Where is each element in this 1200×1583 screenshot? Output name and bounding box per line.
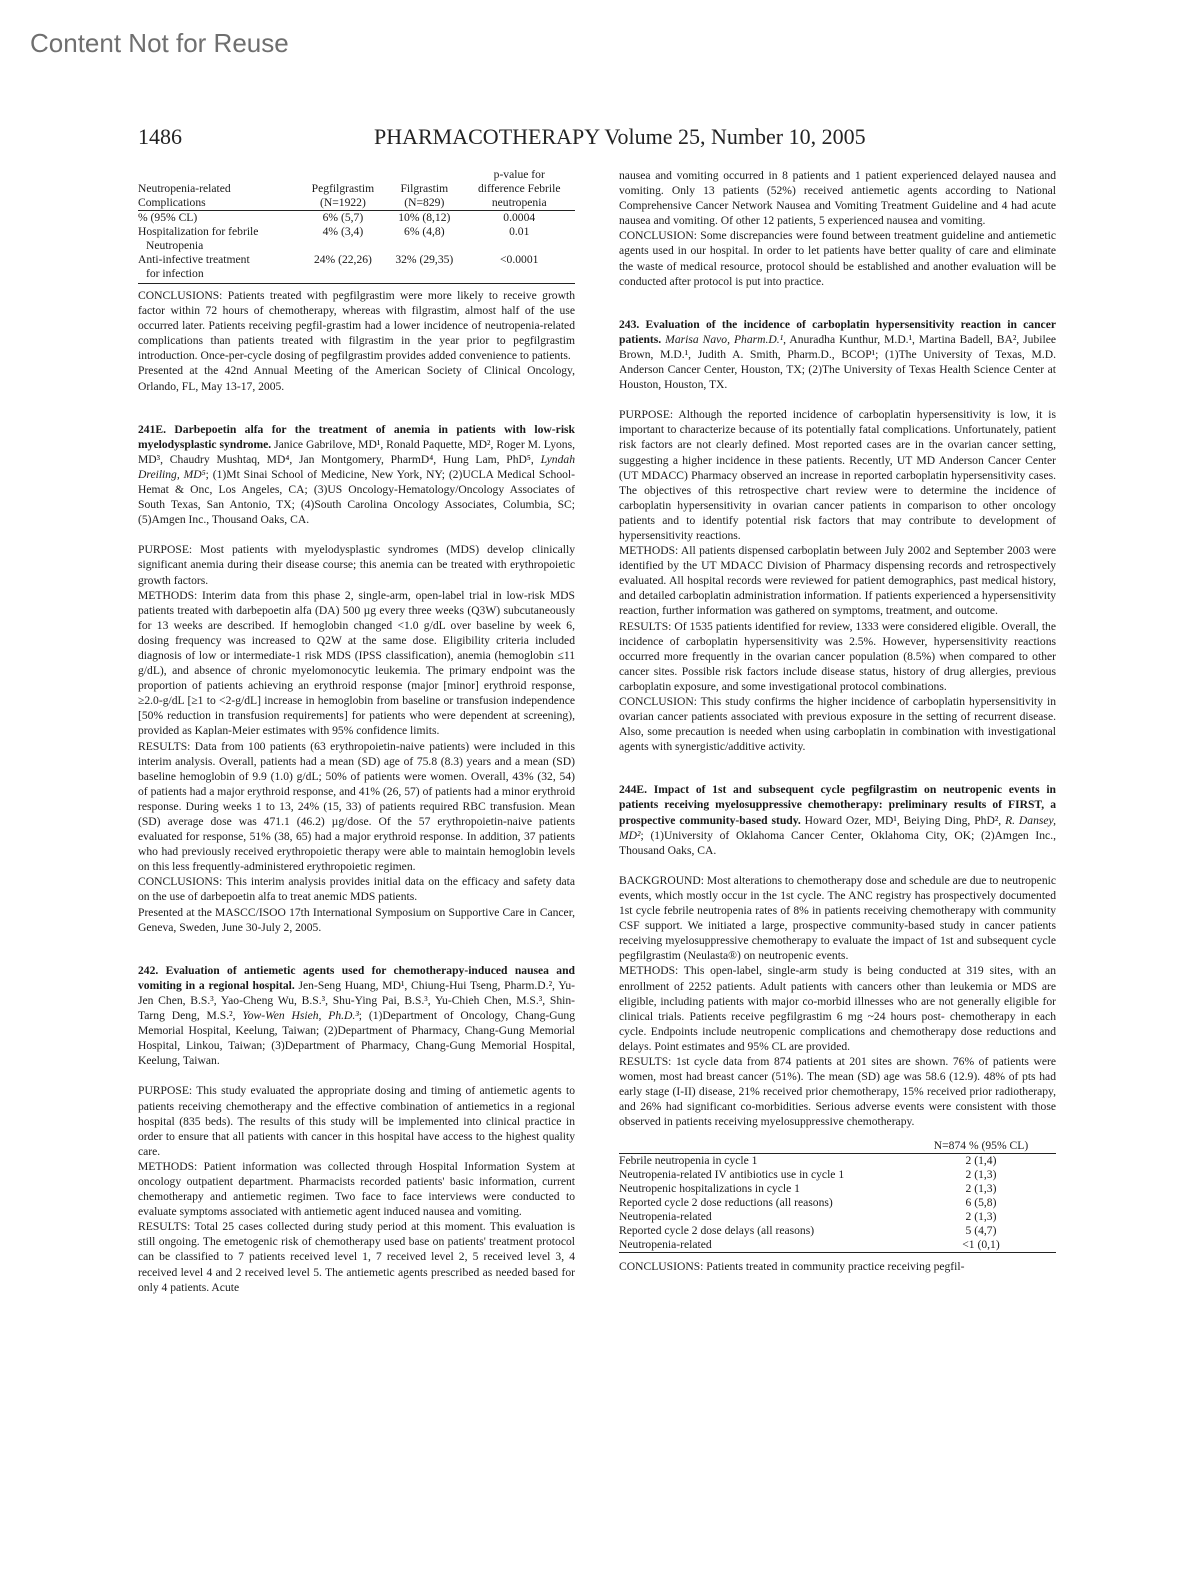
abstract-241-results: RESULTS: Data from 100 patients (63 erythropoietin-naive patients) were included in this interim analysis. Overall, patients had a mean (SD) age of 75.8 (8.3) years and a mean (SD) baseline hemoglobin of 9.9 (1.0) g/dL; 50% of patients were women. Overall, 43% (32, 54) of patients had a major erythroid response, and 41% (26, 57) of patients had a minor erythroid response. During weeks 1 to 13, 24% (15, 33) of patients required RBC transfusion. Mean (SD) average dose was 471.1 (46.2) µg/dose. Of the 57 erythropoietin-naive patients evaluated for response, 51% (38, 65) had a major erythroid response. In addition, 37 patients who had previously received erythropoietic therapy were able to maintain hemoglobin levels on this less frequently-administered erythropoietic regimen. — [138, 739, 575, 874]
table-row — [619, 1238, 1056, 1253]
abstract-241-title: 241E. Darbepoetin alfa for the treatment of anemia in patients with low-risk myelodysplastic syndrome. — [138, 422, 575, 451]
abstract-241-presenting-author: Lyndah Dreiling, MD⁵ — [138, 452, 575, 481]
table-cell: Neutropenia-related IV antibiotics use in cycle 1 — [619, 1168, 845, 1182]
table-cell: 32% (29,35) — [395, 253, 454, 266]
table-cell: 6% (4,8) — [404, 225, 445, 238]
conclusions-paragraph: CONCLUSIONS: Patients treated with pegfilgrastim were more likely to receive growth factor within 72 hours of chemotherapy, whereas with filgrastim, almost half of the use occurred later. Patients receiving pegfil-grastim had a lower incidence of neutropenia-related complications than patients treated with filgrastim in the year prior to pegfilgrastim introduction. Once-per-cycle dosing of pegfilgrastim provides added convenience to patients. — [138, 289, 575, 363]
abstract-244-authors: Howard Ozer, MD¹, Beiying Ding, PhD², — [800, 813, 1006, 827]
abstract-242-conclusion: CONCLUSION: Some discrepancies were found between treatment guideline and antiemetic agents used in our hospital. In order to let patients have better quality of care and eliminate the waste of medical resource, protocol should be established and another evaluation will be conducted after protocol is put into practice. — [619, 229, 1056, 288]
table-header-cell: (N=1922) — [301, 196, 385, 211]
abstract-243-authors: , Anuradha Kunthur, M.D.¹, Martina Badell, BA², Jubilee Brown, M.D.¹, Judith A. Smith, Pharm.D., BCOP¹; (1)The University of Texas, M.D. Anderson Cancer Center, Houston, TX; (2)The University of Texas Health Science Center at Houston, Houston, TX. — [619, 332, 1056, 392]
abstract-241-authors: Janice Gabrilove, MD¹, Ronald Paquette, MD², Roger M. Lyons, MD³, Chaudry Mushtaq, MD⁴, Jan Montgomery, PharmD⁴, Hung Lam, PhD⁵, — [138, 437, 575, 466]
abstract-242-affiliations: ; (1)Department of Oncology, Chang-Gung Memorial Hospital, Keelung, Taiwan; (2)Department of Pharmacy, Chang-Gung Memorial Hospital, Linkou, Taiwan; (3)Department of Pharmacy, Chang-Gung Memorial Hospital, Keelung, Taiwan. — [138, 1009, 576, 1068]
table-header-cell: Filgrastim — [400, 182, 449, 195]
table-cell: 2 (1,3) — [965, 1182, 997, 1196]
table-cell — [385, 267, 463, 284]
journal-title: PHARMACOTHERAPY Volume 25, Number 10, 2005 — [374, 124, 866, 149]
abstract-242-results: RESULTS: Total 25 cases collected during study period at this moment. This evaluation is still ongoing. The emetogenic risk of chemotherapy used base on patients' treatment protocol can be classified to 7 patients received level 1, 7 received level 2, 5 received level 3, 4 received level 4 and 2 received level 5. The antiemetic agents prescribed as needed based for only 4 patients. Acute — [138, 1220, 575, 1294]
table-header-cell: neutropenia — [463, 196, 575, 211]
abstract-244-methods: METHODS: This open-label, single-arm study is being conducted at 319 sites, with an enrollment of 2252 patients. Adult patients with cancers other than leukemia or MDS are eligible, including patients with major co-morbid illnesses who are not generally eligible for clinical trials. Patients receive pegfilgrastim 6 mg ~24 hours post- chemotherapy in each cycle. Endpoints include neutropenic complications and chemotherapy dose reductions and delays. Point estimates and 95% CL are provided. — [619, 964, 1056, 1053]
abstract-244-heading — [619, 782, 1056, 857]
abstract-242-purpose: PURPOSE: This study evaluated the appropriate dosing and timing of antiemetic agents to patients receiving chemotherapy and the effective combination of antiemetics in a regional hospital (835 beds). The results of this study will be implemented into clinical practice in order to ensure that all patients with cancer in this hospital have access to the highest quality care. — [138, 1084, 575, 1158]
table-header-cell: p-value for — [493, 168, 545, 181]
table-cell: Hospitalization for febrile — [138, 225, 259, 238]
abstract-241-affiliations: ; (1)Mt Sinai School of Medicine, New York, NY; (2)UCLA Medical School-Hemat & Onc, Los Angeles, CA; (3)US Oncology-Hematology/Oncology Associates of South Texas, San Antonio, TX; (4)South Carolina Oncology Associates, Columbia, SC; (5)Amgen Inc., Thousand Oaks, CA. — [138, 467, 576, 527]
table-row — [619, 1154, 1056, 1169]
table-cell: 2 (1,3) — [965, 1210, 997, 1224]
page-number: 1486 — [138, 124, 182, 149]
abstract-242-results-continued: nausea and vomiting occurred in 8 patients and 1 patient experienced delayed nausea and vomiting. Only 13 patients (52%) received antiemetic agents according to National Comprehensive Cancer Network Nausea and Vomiting Treatment Guideline and 4 had acute nausea and vomiting. Of other 12 patients, 5 experienced nausea and vomiting. — [619, 169, 1056, 228]
abstract-242-authors: Jen-Seng Huang, MD¹, Chiung-Hui Tseng, Pharm.D.², Yu-Jen Chen, B.S.³, Yao-Cheng Wu, B.S.³, Shu-Ying Pai, B.S.³, Yu-Chieh Chen, M.S.³, Shin-Tarng Deng, M.S.², — [138, 978, 575, 1023]
table-row — [138, 225, 575, 239]
table-cell: 4% (3,4) — [322, 225, 364, 238]
table-header-cell: difference Febrile — [477, 182, 561, 195]
abstract-244-results: RESULTS: 1st cycle data from 874 patients at 201 sites are shown. 76% of patients were women, most had breast cancer (51%). The mean (SD) age was 58.6 (12.9). 48% of pts had early stage (I-II) disease, 21% received prior chemotherapy, 15% received prior radiotherapy, and 26% had significant co-morbidities. Serious adverse events were consistent with those observed in patients receiving myelosuppressive chemotherapy. — [619, 1054, 1056, 1129]
abstract-241-heading — [138, 422, 575, 528]
abstract-244-affiliations: ; (1)University of Oklahoma Cancer Center, Oklahoma City, OK; (2)Amgen Inc., Thousand Oaks, CA. — [619, 828, 1056, 857]
table-header-cell: Pegfilgrastim — [311, 182, 375, 195]
abstract-241-presented: Presented at the MASCC/ISOO 17th International Symposium on Supportive Care in Cancer, Geneva, Sweden, June 30-July 2, 2005. — [138, 905, 575, 934]
presented-note: Presented at the 42nd Annual Meeting of the American Society of Clinical Oncology, Orlando, FL, May 13-17, 2005. — [138, 364, 575, 393]
table-header-cell: (N=829) — [385, 196, 463, 211]
table-cell: 6 (5,8) — [965, 1196, 997, 1210]
table-row — [138, 239, 575, 253]
table-row — [619, 1210, 1056, 1224]
abstract-243-methods: METHODS: All patients dispensed carboplatin between July 2002 and September 2003 were identified by the UT MDACC Division of Pharmacy dispensing records and retrospectively evaluated. All hospital records were reviewed for patient demographics, past medical history, and detailed carboplatin administration information. If patients experienced a hypersensitivity reaction, further information was gathered on symptoms, treatment, and outcome. — [619, 544, 1056, 618]
table-cell: <0.0001 — [500, 253, 539, 266]
abstract-244-title: 244E. Impact of 1st and subsequent cycle pegfilgrastim on neutropenic events in patients receiving myelosuppressive chemotherapy: preliminary results of FIRST, a prospective community-based study. — [619, 783, 1056, 827]
table-cell: Neutropenia — [146, 239, 204, 252]
abstract-243-conclusion: CONCLUSION: This study confirms the higher incidence of carboplatin hypersensitivity in ovarian cancer patients associated with previous exposure in the setting of recurrent disease. Also, some precaution is needed when using carboplatin in combination with investigational agents with synergistic/additive activity. — [619, 695, 1056, 754]
abstract-244-presenting-author: R. Dansey, MD² — [619, 813, 1056, 842]
table-cell: Neutropenia-related — [619, 1238, 906, 1253]
table-cell: 10% (8,12) — [398, 211, 451, 224]
table-cell: 0.01 — [509, 225, 530, 238]
neutropenic-events-table — [619, 1139, 1056, 1253]
table-header-cell: N=874 % (95% CL) — [906, 1139, 1056, 1154]
table-row — [138, 253, 575, 267]
abstract-243-title: 243. Evaluation of the incidence of carboplatin hypersensitivity reaction in cancer patients. — [619, 317, 1056, 346]
table-cell: 24% (22,26) — [313, 253, 372, 266]
abstract-244-background: BACKGROUND: Most alterations to chemotherapy dose and schedule are due to neutropenic events, which mostly occur in the 1st cycle. The ANC registry has prospectively documented 1st cycle febrile neutropenia rates of 8% in patients receiving chemotherapy with community CSF support. We initiated a large, prospective community-based study in cancer patients receiving myelosuppressive chemotherapy to evaluate the impact of 1st and subsequent cycle pegfilgrastim (Neulasta®) on neutropenic events. — [619, 873, 1056, 963]
table-cell: <1 (0,1) — [906, 1238, 1056, 1253]
table-cell: Febrile neutropenia in cycle 1 — [619, 1154, 758, 1168]
table-cell: Neutropenia-related — [619, 1210, 712, 1224]
table-row — [619, 1182, 1056, 1196]
abstract-242-heading — [138, 963, 575, 1069]
table-header-cell — [385, 168, 463, 182]
abstract-242-title: 242. Evaluation of antiemetic agents used for chemotherapy-induced nausea and vomiting in a regional hospital. — [138, 963, 575, 992]
table-cell: Anti-infective treatment — [138, 253, 250, 266]
watermark: Content Not for Reuse — [30, 28, 289, 58]
abstract-243-heading — [619, 317, 1056, 392]
complications-table — [138, 168, 575, 284]
table-cell — [463, 239, 575, 253]
table-cell: for infection — [138, 267, 301, 284]
table-cell: 6% (5,7) — [322, 211, 364, 224]
table-cell: 0.0004 — [503, 211, 536, 224]
abstract-241-purpose: PURPOSE: Most patients with myelodysplastic syndromes (MDS) develop clinically significant anemia during their disease course; this anemia can be treated with erythropoietic growth factors. — [138, 543, 575, 587]
table-cell: 2 (1,3) — [965, 1168, 997, 1182]
table-cell: % (95% CL) — [138, 211, 198, 224]
table-cell — [301, 239, 385, 253]
abstract-243-presenting-author: Marisa Navo, Pharm.D.¹ — [661, 332, 784, 346]
table-row — [138, 211, 575, 226]
table-header-cell: Complications — [138, 196, 301, 211]
table-row — [619, 1196, 1056, 1210]
abstract-242-methods: METHODS: Patient information was collected through Hospital Information System at oncology outpatient department. Pharmacists recorded patients' basic information, current chemotherapy and antiemetic regimen. Two face to face interviews were conducted to evaluate symptoms associated with antiemetic agent induced nausea and vomiting. — [138, 1159, 575, 1219]
table-row — [619, 1224, 1056, 1238]
table-header-cell — [138, 168, 301, 182]
table-cell — [301, 267, 385, 284]
table-row — [619, 1168, 1056, 1182]
abstract-243-results: RESULTS: Of 1535 patients identified for review, 1333 were considered eligible. Overall, the incidence of carboplatin hypersensitivity was 2.5%. However, hypersensitivity reactions occurred more frequently in the ovarian cancer population (8.5%) when compared to other cancer sites. Possible risk factors include disease status, history of drug allergies, previous carboplatin exposure, and some investigational protocol combinations. — [619, 619, 1056, 693]
table-header-cell: Neutropenia-related — [138, 182, 231, 195]
table-header-cell — [301, 168, 385, 182]
table-cell: Reported cycle 2 dose reductions (all reasons) — [619, 1196, 833, 1210]
table-cell — [463, 267, 575, 284]
table-cell — [385, 239, 463, 253]
table-row — [138, 267, 575, 284]
left-column — [138, 168, 575, 1295]
abstract-243-purpose: PURPOSE: Although the reported incidence of carboplatin hypersensitivity is low, it is important to characterize because of its potentially fatal complications. Unfortunately, patient risk factors are not clearly defined. Most reported cases are in the ovarian cancer setting, suggesting a higher incidence in these patients. Recently, UT MD Anderson Cancer Center (UT MDACC) Pharmacy observed an increase in reported carboplatin hypersensitivity cases. The objectives of this retrospective chart review were to determine the incidence of carboplatin hypersensitivity in ovarian cancer patients in comparison to other oncology patients and to identify potential risk factors that may contribute to development of hypersensitivity reactions. — [619, 408, 1056, 542]
table-cell: Reported cycle 2 dose delays (all reasons) — [619, 1224, 815, 1238]
table-cell: 5 (4,7) — [965, 1224, 997, 1238]
table-cell: Neutropenic hospitalizations in cycle 1 — [619, 1182, 800, 1196]
abstract-242-presenting-author: Yow-Wen Hsieh, Ph.D.³ — [242, 1009, 359, 1023]
table-cell: 2 (1,4) — [965, 1154, 997, 1168]
abstract-241-conclusions: CONCLUSIONS: This interim analysis provides initial data on the efficacy and safety data on the use of darbepoetin alfa to treat anemic MDS patients. — [138, 875, 575, 904]
running-header — [138, 124, 1056, 154]
abstract-244-conclusions: CONCLUSIONS: Patients treated in community practice receiving pegfil- — [619, 1260, 965, 1274]
right-column — [619, 168, 1056, 1275]
abstract-241-methods: METHODS: Interim data from this phase 2, single-arm, open-label trial in low-risk MDS patients treated with darbepoetin alfa (DA) 500 µg every three weeks (Q3W) subcutaneously for 13 weeks are described. If hemoglobin changed <1.0 g/dL over baseline by week 6, dosing frequency was increased to Q2W at the same dose. Eligibility criteria included diagnosis of low or intermediate-1 risk MDS (IPSS classification), anemia (hemoglobin ≤11 g/dL), and absence of chronic myelomonocytic leukemia. The primary endpoint was the proportion of patients achieving an erythroid response (major [minor] erythroid response, ≥2.0-g/dL [≥1 to <2-g/dL] increase in hemoglobin from baseline or transfusion independence [50% reduction in transfusion requirements] for patients who were dependent at screening), provided as Kaplan-Meier estimates with 95% confidence limits. — [138, 588, 575, 738]
table-header-cell — [619, 1139, 906, 1154]
